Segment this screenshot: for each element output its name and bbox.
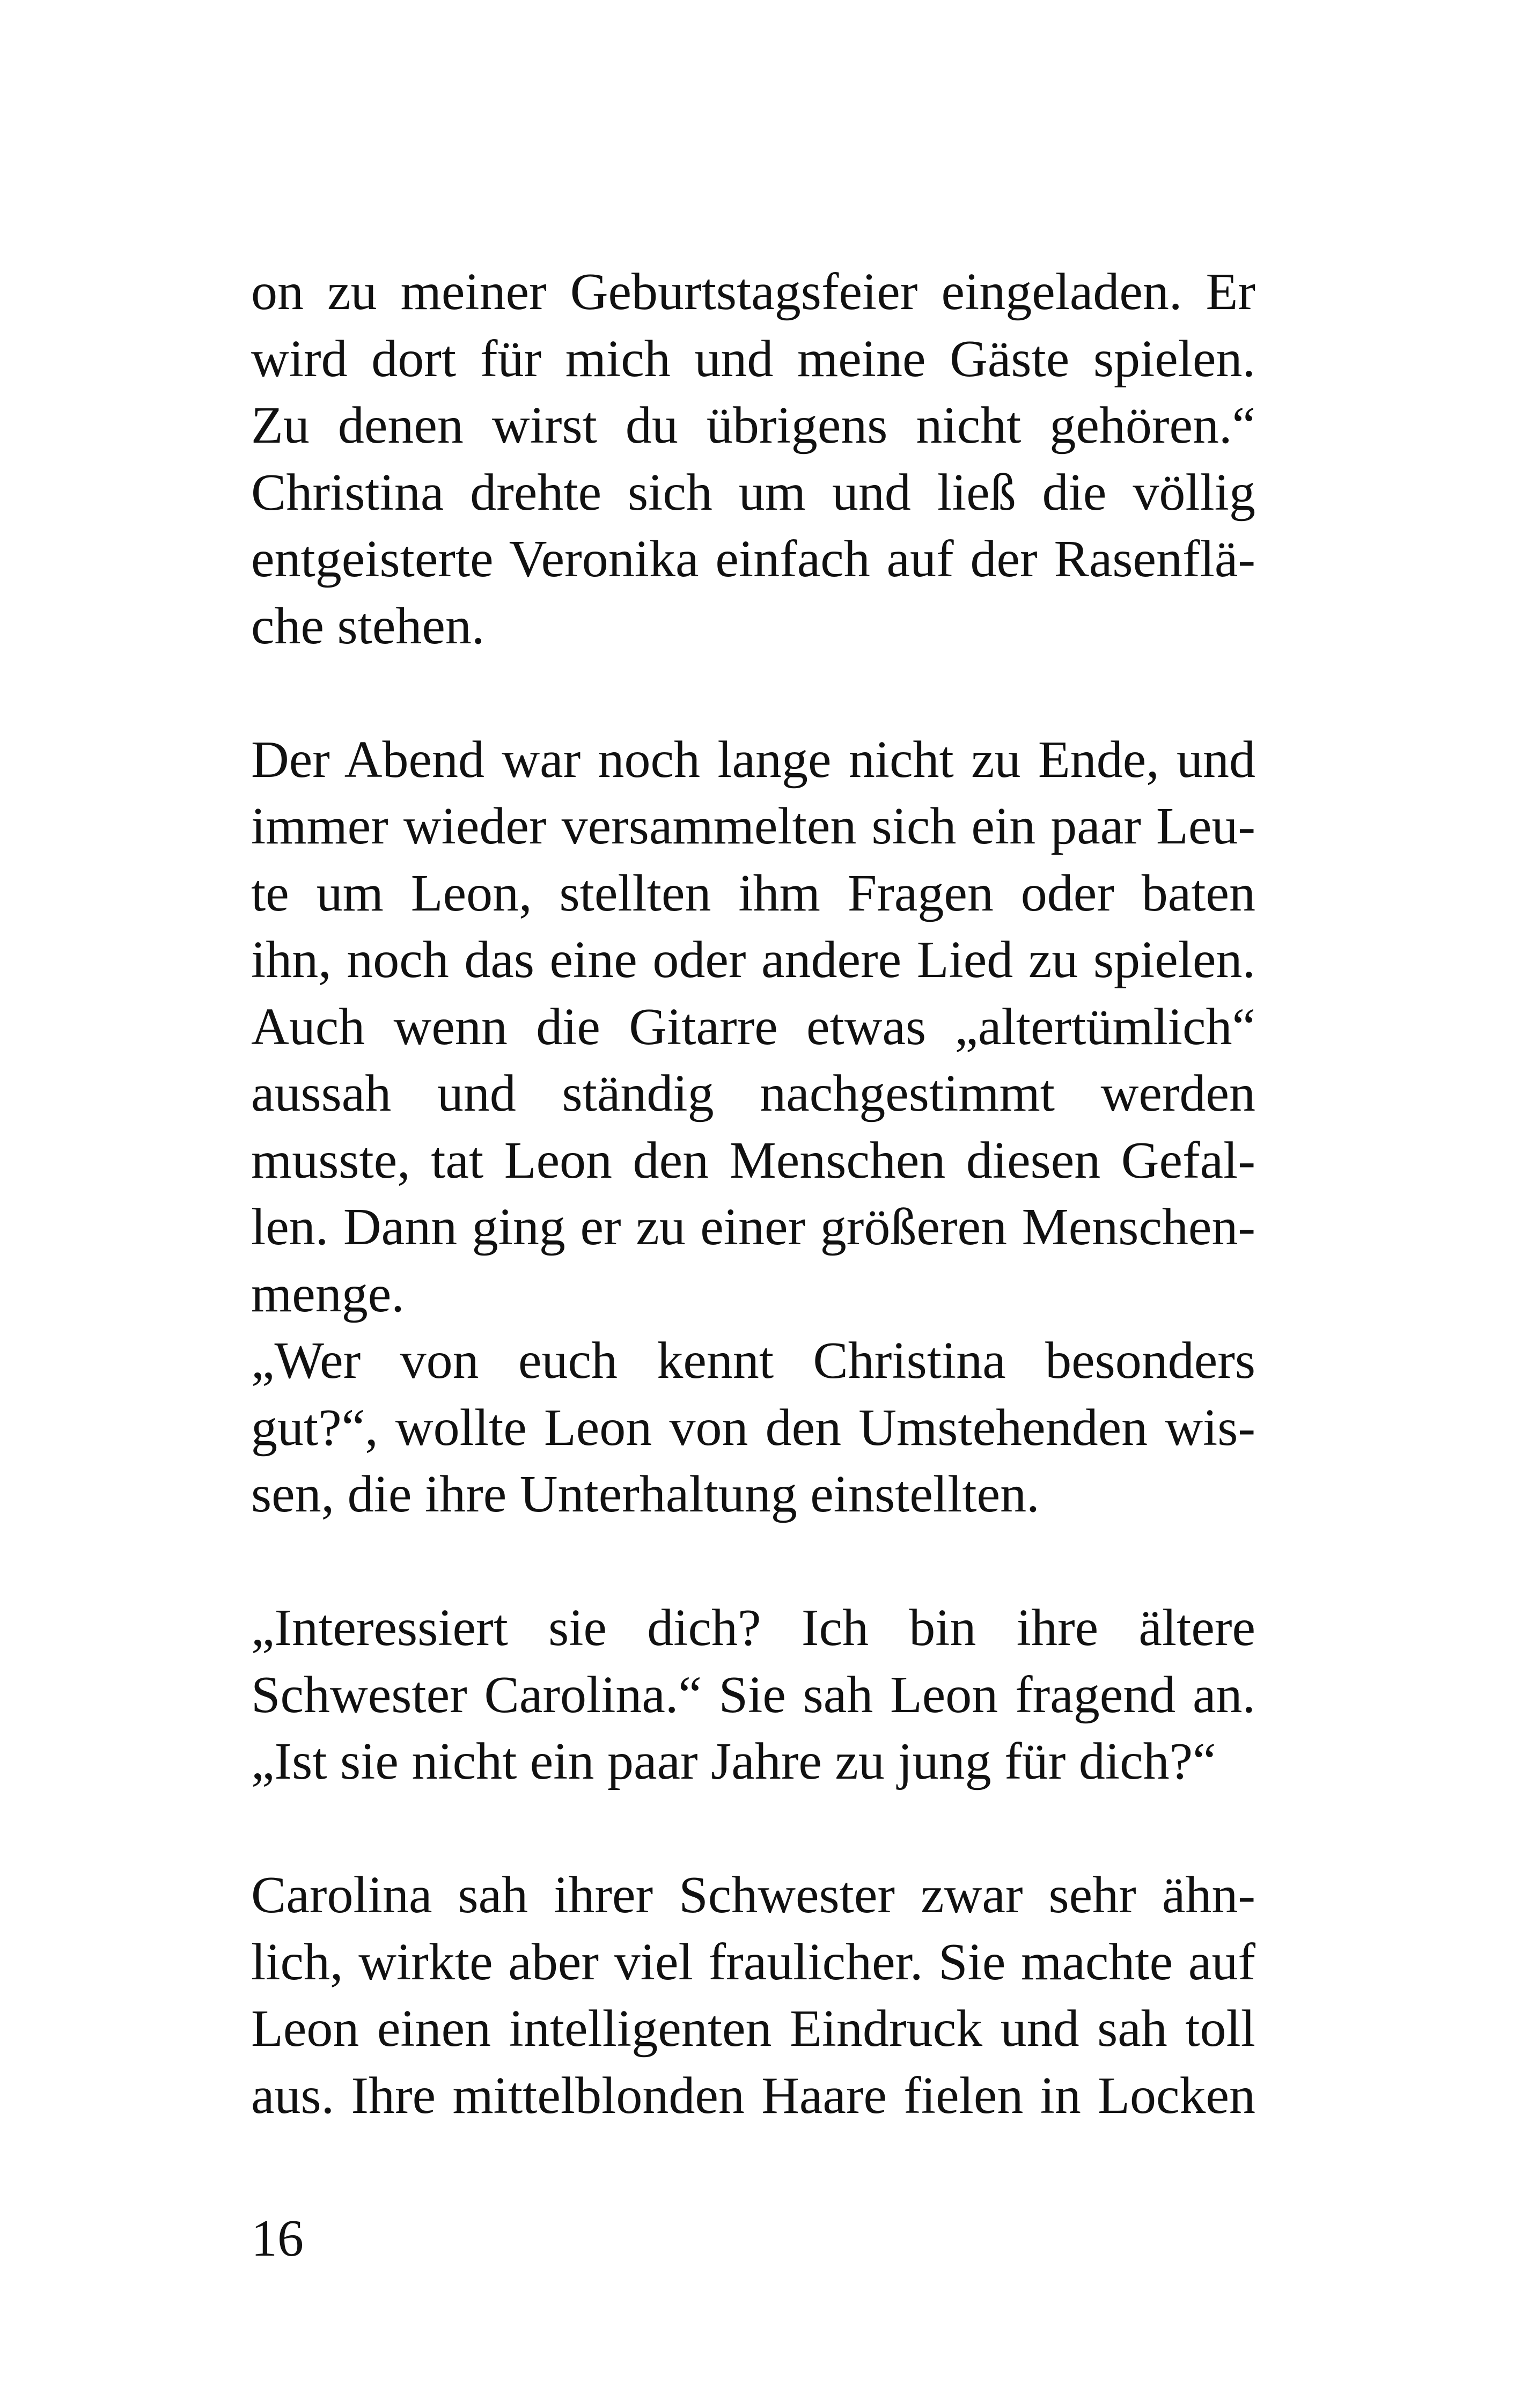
text-line: lich, wirkte aber viel fraulicher. Sie machte auf bbox=[251, 1933, 1255, 1991]
paragraph-gap bbox=[251, 1528, 1255, 1595]
text-line: gut?“, wollte Leon von den Umstehenden wis- bbox=[251, 1398, 1255, 1457]
text-line: „Interessiert sie dich? Ich bin ihre ältere bbox=[251, 1599, 1255, 1657]
paragraph-gap bbox=[251, 659, 1255, 726]
text-line: Schwester Carolina.“ Sie sah Leon fragend an. bbox=[251, 1665, 1255, 1724]
text-line: Zu denen wirst du übrigens nicht gehören.“ bbox=[251, 397, 1255, 454]
text-line: aus. Ihre mittelblonden Haare fielen in Locken bbox=[251, 2066, 1255, 2125]
text-line: te um Leon, stellten ihm Fragen oder baten bbox=[251, 864, 1255, 922]
text-line: aussah und ständig nachgestimmt werden bbox=[251, 1064, 1255, 1122]
text-line: musste, tat Leon den Menschen diesen Gefal- bbox=[251, 1131, 1255, 1190]
text-line: wird dort für mich und meine Gäste spielen. bbox=[251, 329, 1255, 388]
paragraph-gap bbox=[251, 1795, 1255, 1862]
text-line: Leon einen intelligenten Eindruck und sah toll bbox=[251, 2000, 1255, 2058]
body-text bbox=[251, 259, 1255, 2129]
page-number: 16 bbox=[251, 2209, 304, 2267]
text-line: Der Abend war noch lange nicht zu Ende, und bbox=[251, 730, 1255, 789]
text-line: on zu meiner Geburtstagsfeier eingeladen. Er bbox=[251, 263, 1255, 321]
text-line: che stehen. bbox=[251, 597, 485, 655]
text-line: Christina drehte sich um und ließ die völlig bbox=[251, 463, 1255, 522]
text-line: menge. bbox=[251, 1265, 405, 1323]
text-line: immer wieder versammelten sich ein paar Leu- bbox=[251, 797, 1255, 855]
text-line: Auch wenn die Gitarre etwas „altertümlich“ bbox=[251, 997, 1255, 1056]
text-line: Carolina sah ihrer Schwester zwar sehr ähn- bbox=[251, 1866, 1255, 1924]
text-line: „Ist sie nicht ein paar Jahre zu jung für dich?“ bbox=[251, 1732, 1216, 1790]
text-line: len. Dann ging er zu einer größeren Menschen- bbox=[251, 1198, 1255, 1256]
text-line: entgeisterte Veronika einfach auf der Rasenflä- bbox=[251, 530, 1255, 588]
text-line: „Wer von euch kennt Christina besonders bbox=[251, 1332, 1255, 1390]
text-line: sen, die ihre Unterhaltung einstellten. bbox=[251, 1465, 1040, 1523]
text-line: ihn, noch das eine oder andere Lied zu spielen. bbox=[251, 931, 1255, 989]
